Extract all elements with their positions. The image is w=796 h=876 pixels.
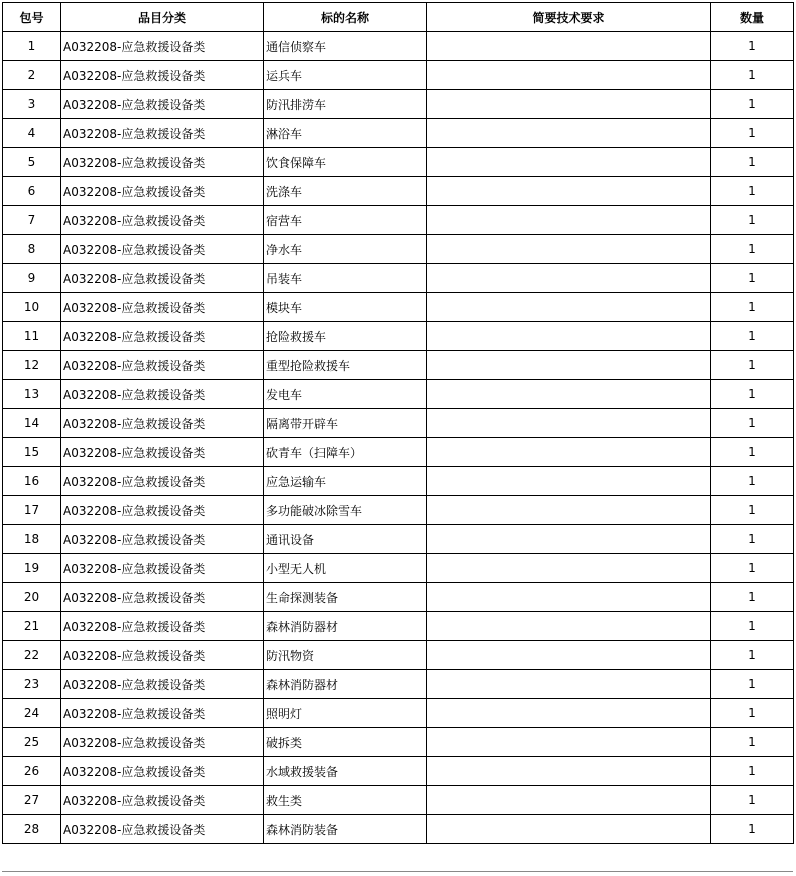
cell-category: A032208-应急救援设备类 xyxy=(61,61,264,90)
cell-category: A032208-应急救援设备类 xyxy=(61,351,264,380)
cell-package-no: 2 xyxy=(3,61,61,90)
cell-item-name: 重型抢险救援车 xyxy=(264,351,427,380)
table-row xyxy=(3,293,794,322)
cell-package-no: 13 xyxy=(3,380,61,409)
cell-requirements xyxy=(427,90,711,119)
cell-package-no: 23 xyxy=(3,670,61,699)
table-row xyxy=(3,496,794,525)
cell-requirements xyxy=(427,148,711,177)
cell-item-name: 破拆类 xyxy=(264,728,427,757)
cell-quantity: 1 xyxy=(711,235,794,264)
cell-quantity: 1 xyxy=(711,119,794,148)
header-quantity: 数量 xyxy=(711,3,794,32)
cell-category: A032208-应急救援设备类 xyxy=(61,554,264,583)
cell-requirements xyxy=(427,351,711,380)
table-bottom-rule xyxy=(2,871,793,872)
cell-package-no: 7 xyxy=(3,206,61,235)
cell-quantity: 1 xyxy=(711,90,794,119)
cell-item-name: 生命探测装备 xyxy=(264,583,427,612)
cell-quantity: 1 xyxy=(711,612,794,641)
cell-package-no: 12 xyxy=(3,351,61,380)
cell-package-no: 19 xyxy=(3,554,61,583)
table-row xyxy=(3,148,794,177)
cell-category: A032208-应急救援设备类 xyxy=(61,757,264,786)
table-row xyxy=(3,670,794,699)
cell-category: A032208-应急救援设备类 xyxy=(61,612,264,641)
cell-quantity: 1 xyxy=(711,757,794,786)
cell-quantity: 1 xyxy=(711,264,794,293)
table-row xyxy=(3,206,794,235)
cell-item-name: 砍青车（扫障车） xyxy=(264,438,427,467)
cell-quantity: 1 xyxy=(711,322,794,351)
cell-requirements xyxy=(427,380,711,409)
cell-category: A032208-应急救援设备类 xyxy=(61,119,264,148)
cell-requirements xyxy=(427,409,711,438)
table-row xyxy=(3,438,794,467)
cell-category: A032208-应急救援设备类 xyxy=(61,148,264,177)
cell-item-name: 净水车 xyxy=(264,235,427,264)
cell-item-name: 通讯设备 xyxy=(264,525,427,554)
cell-category: A032208-应急救援设备类 xyxy=(61,293,264,322)
table-row xyxy=(3,380,794,409)
cell-item-name: 隔离带开辟车 xyxy=(264,409,427,438)
cell-category: A032208-应急救援设备类 xyxy=(61,525,264,554)
table-row xyxy=(3,641,794,670)
table-row xyxy=(3,61,794,90)
cell-quantity: 1 xyxy=(711,670,794,699)
cell-item-name: 发电车 xyxy=(264,380,427,409)
cell-package-no: 28 xyxy=(3,815,61,844)
cell-category: A032208-应急救援设备类 xyxy=(61,786,264,815)
table-row xyxy=(3,235,794,264)
cell-quantity: 1 xyxy=(711,32,794,61)
header-requirements: 简要技术要求 xyxy=(427,3,711,32)
cell-item-name: 小型无人机 xyxy=(264,554,427,583)
cell-package-no: 6 xyxy=(3,177,61,206)
cell-quantity: 1 xyxy=(711,177,794,206)
cell-package-no: 15 xyxy=(3,438,61,467)
cell-package-no: 26 xyxy=(3,757,61,786)
table-row xyxy=(3,815,794,844)
header-package-no: 包号 xyxy=(3,3,61,32)
cell-requirements xyxy=(427,177,711,206)
table-row xyxy=(3,699,794,728)
cell-quantity: 1 xyxy=(711,554,794,583)
cell-package-no: 14 xyxy=(3,409,61,438)
cell-category: A032208-应急救援设备类 xyxy=(61,409,264,438)
cell-package-no: 25 xyxy=(3,728,61,757)
cell-item-name: 照明灯 xyxy=(264,699,427,728)
cell-package-no: 20 xyxy=(3,583,61,612)
cell-requirements xyxy=(427,641,711,670)
table-row xyxy=(3,409,794,438)
cell-category: A032208-应急救援设备类 xyxy=(61,496,264,525)
cell-item-name: 防汛物资 xyxy=(264,641,427,670)
cell-quantity: 1 xyxy=(711,206,794,235)
cell-package-no: 11 xyxy=(3,322,61,351)
cell-category: A032208-应急救援设备类 xyxy=(61,583,264,612)
cell-item-name: 洗涤车 xyxy=(264,177,427,206)
cell-item-name: 饮食保障车 xyxy=(264,148,427,177)
cell-package-no: 1 xyxy=(3,32,61,61)
cell-quantity: 1 xyxy=(711,786,794,815)
cell-requirements xyxy=(427,699,711,728)
cell-requirements xyxy=(427,235,711,264)
table-row xyxy=(3,525,794,554)
cell-requirements xyxy=(427,467,711,496)
cell-quantity: 1 xyxy=(711,351,794,380)
cell-requirements xyxy=(427,525,711,554)
table-row xyxy=(3,612,794,641)
cell-item-name: 运兵车 xyxy=(264,61,427,90)
cell-item-name: 森林消防器材 xyxy=(264,612,427,641)
cell-package-no: 27 xyxy=(3,786,61,815)
cell-package-no: 18 xyxy=(3,525,61,554)
procurement-table xyxy=(2,2,794,844)
cell-quantity: 1 xyxy=(711,409,794,438)
cell-quantity: 1 xyxy=(711,467,794,496)
table-row xyxy=(3,177,794,206)
table-row xyxy=(3,351,794,380)
table-row xyxy=(3,322,794,351)
cell-category: A032208-应急救援设备类 xyxy=(61,235,264,264)
cell-requirements xyxy=(427,670,711,699)
header-item-name: 标的名称 xyxy=(264,3,427,32)
cell-requirements xyxy=(427,786,711,815)
table-header xyxy=(3,3,794,32)
cell-package-no: 10 xyxy=(3,293,61,322)
cell-category: A032208-应急救援设备类 xyxy=(61,641,264,670)
cell-item-name: 多功能破冰除雪车 xyxy=(264,496,427,525)
table-row xyxy=(3,583,794,612)
cell-category: A032208-应急救援设备类 xyxy=(61,32,264,61)
cell-category: A032208-应急救援设备类 xyxy=(61,438,264,467)
cell-quantity: 1 xyxy=(711,728,794,757)
table-row xyxy=(3,757,794,786)
cell-package-no: 9 xyxy=(3,264,61,293)
cell-quantity: 1 xyxy=(711,380,794,409)
cell-requirements xyxy=(427,757,711,786)
cell-requirements xyxy=(427,206,711,235)
table-row xyxy=(3,90,794,119)
cell-category: A032208-应急救援设备类 xyxy=(61,699,264,728)
cell-package-no: 4 xyxy=(3,119,61,148)
cell-requirements xyxy=(427,554,711,583)
cell-category: A032208-应急救援设备类 xyxy=(61,322,264,351)
cell-category: A032208-应急救援设备类 xyxy=(61,206,264,235)
cell-quantity: 1 xyxy=(711,815,794,844)
cell-category: A032208-应急救援设备类 xyxy=(61,380,264,409)
cell-requirements xyxy=(427,322,711,351)
table-row xyxy=(3,786,794,815)
cell-package-no: 16 xyxy=(3,467,61,496)
table-row xyxy=(3,119,794,148)
cell-quantity: 1 xyxy=(711,641,794,670)
cell-requirements xyxy=(427,583,711,612)
cell-quantity: 1 xyxy=(711,699,794,728)
cell-requirements xyxy=(427,815,711,844)
cell-requirements xyxy=(427,728,711,757)
cell-item-name: 救生类 xyxy=(264,786,427,815)
cell-requirements xyxy=(427,496,711,525)
cell-package-no: 17 xyxy=(3,496,61,525)
cell-item-name: 通信侦察车 xyxy=(264,32,427,61)
cell-category: A032208-应急救援设备类 xyxy=(61,728,264,757)
cell-item-name: 森林消防器材 xyxy=(264,670,427,699)
cell-requirements xyxy=(427,119,711,148)
cell-item-name: 模块车 xyxy=(264,293,427,322)
cell-quantity: 1 xyxy=(711,438,794,467)
cell-quantity: 1 xyxy=(711,583,794,612)
cell-item-name: 防汛排涝车 xyxy=(264,90,427,119)
cell-item-name: 抢险救援车 xyxy=(264,322,427,351)
table-row xyxy=(3,32,794,61)
table-row xyxy=(3,728,794,757)
table-body xyxy=(3,32,794,844)
cell-package-no: 22 xyxy=(3,641,61,670)
cell-item-name: 吊装车 xyxy=(264,264,427,293)
cell-quantity: 1 xyxy=(711,61,794,90)
cell-requirements xyxy=(427,32,711,61)
cell-category: A032208-应急救援设备类 xyxy=(61,815,264,844)
cell-package-no: 5 xyxy=(3,148,61,177)
cell-item-name: 森林消防装备 xyxy=(264,815,427,844)
table-row xyxy=(3,554,794,583)
table-row xyxy=(3,467,794,496)
cell-item-name: 淋浴车 xyxy=(264,119,427,148)
cell-category: A032208-应急救援设备类 xyxy=(61,467,264,496)
cell-requirements xyxy=(427,438,711,467)
cell-item-name: 宿营车 xyxy=(264,206,427,235)
cell-requirements xyxy=(427,264,711,293)
cell-quantity: 1 xyxy=(711,525,794,554)
cell-package-no: 21 xyxy=(3,612,61,641)
cell-item-name: 水域救援装备 xyxy=(264,757,427,786)
cell-item-name: 应急运输车 xyxy=(264,467,427,496)
cell-category: A032208-应急救援设备类 xyxy=(61,670,264,699)
header-row xyxy=(3,3,794,32)
cell-requirements xyxy=(427,293,711,322)
cell-quantity: 1 xyxy=(711,496,794,525)
cell-category: A032208-应急救援设备类 xyxy=(61,177,264,206)
cell-requirements xyxy=(427,612,711,641)
cell-package-no: 24 xyxy=(3,699,61,728)
cell-category: A032208-应急救援设备类 xyxy=(61,90,264,119)
table-row xyxy=(3,264,794,293)
cell-quantity: 1 xyxy=(711,293,794,322)
cell-requirements xyxy=(427,61,711,90)
cell-package-no: 8 xyxy=(3,235,61,264)
cell-category: A032208-应急救援设备类 xyxy=(61,264,264,293)
cell-package-no: 3 xyxy=(3,90,61,119)
header-category: 品目分类 xyxy=(61,3,264,32)
cell-quantity: 1 xyxy=(711,148,794,177)
